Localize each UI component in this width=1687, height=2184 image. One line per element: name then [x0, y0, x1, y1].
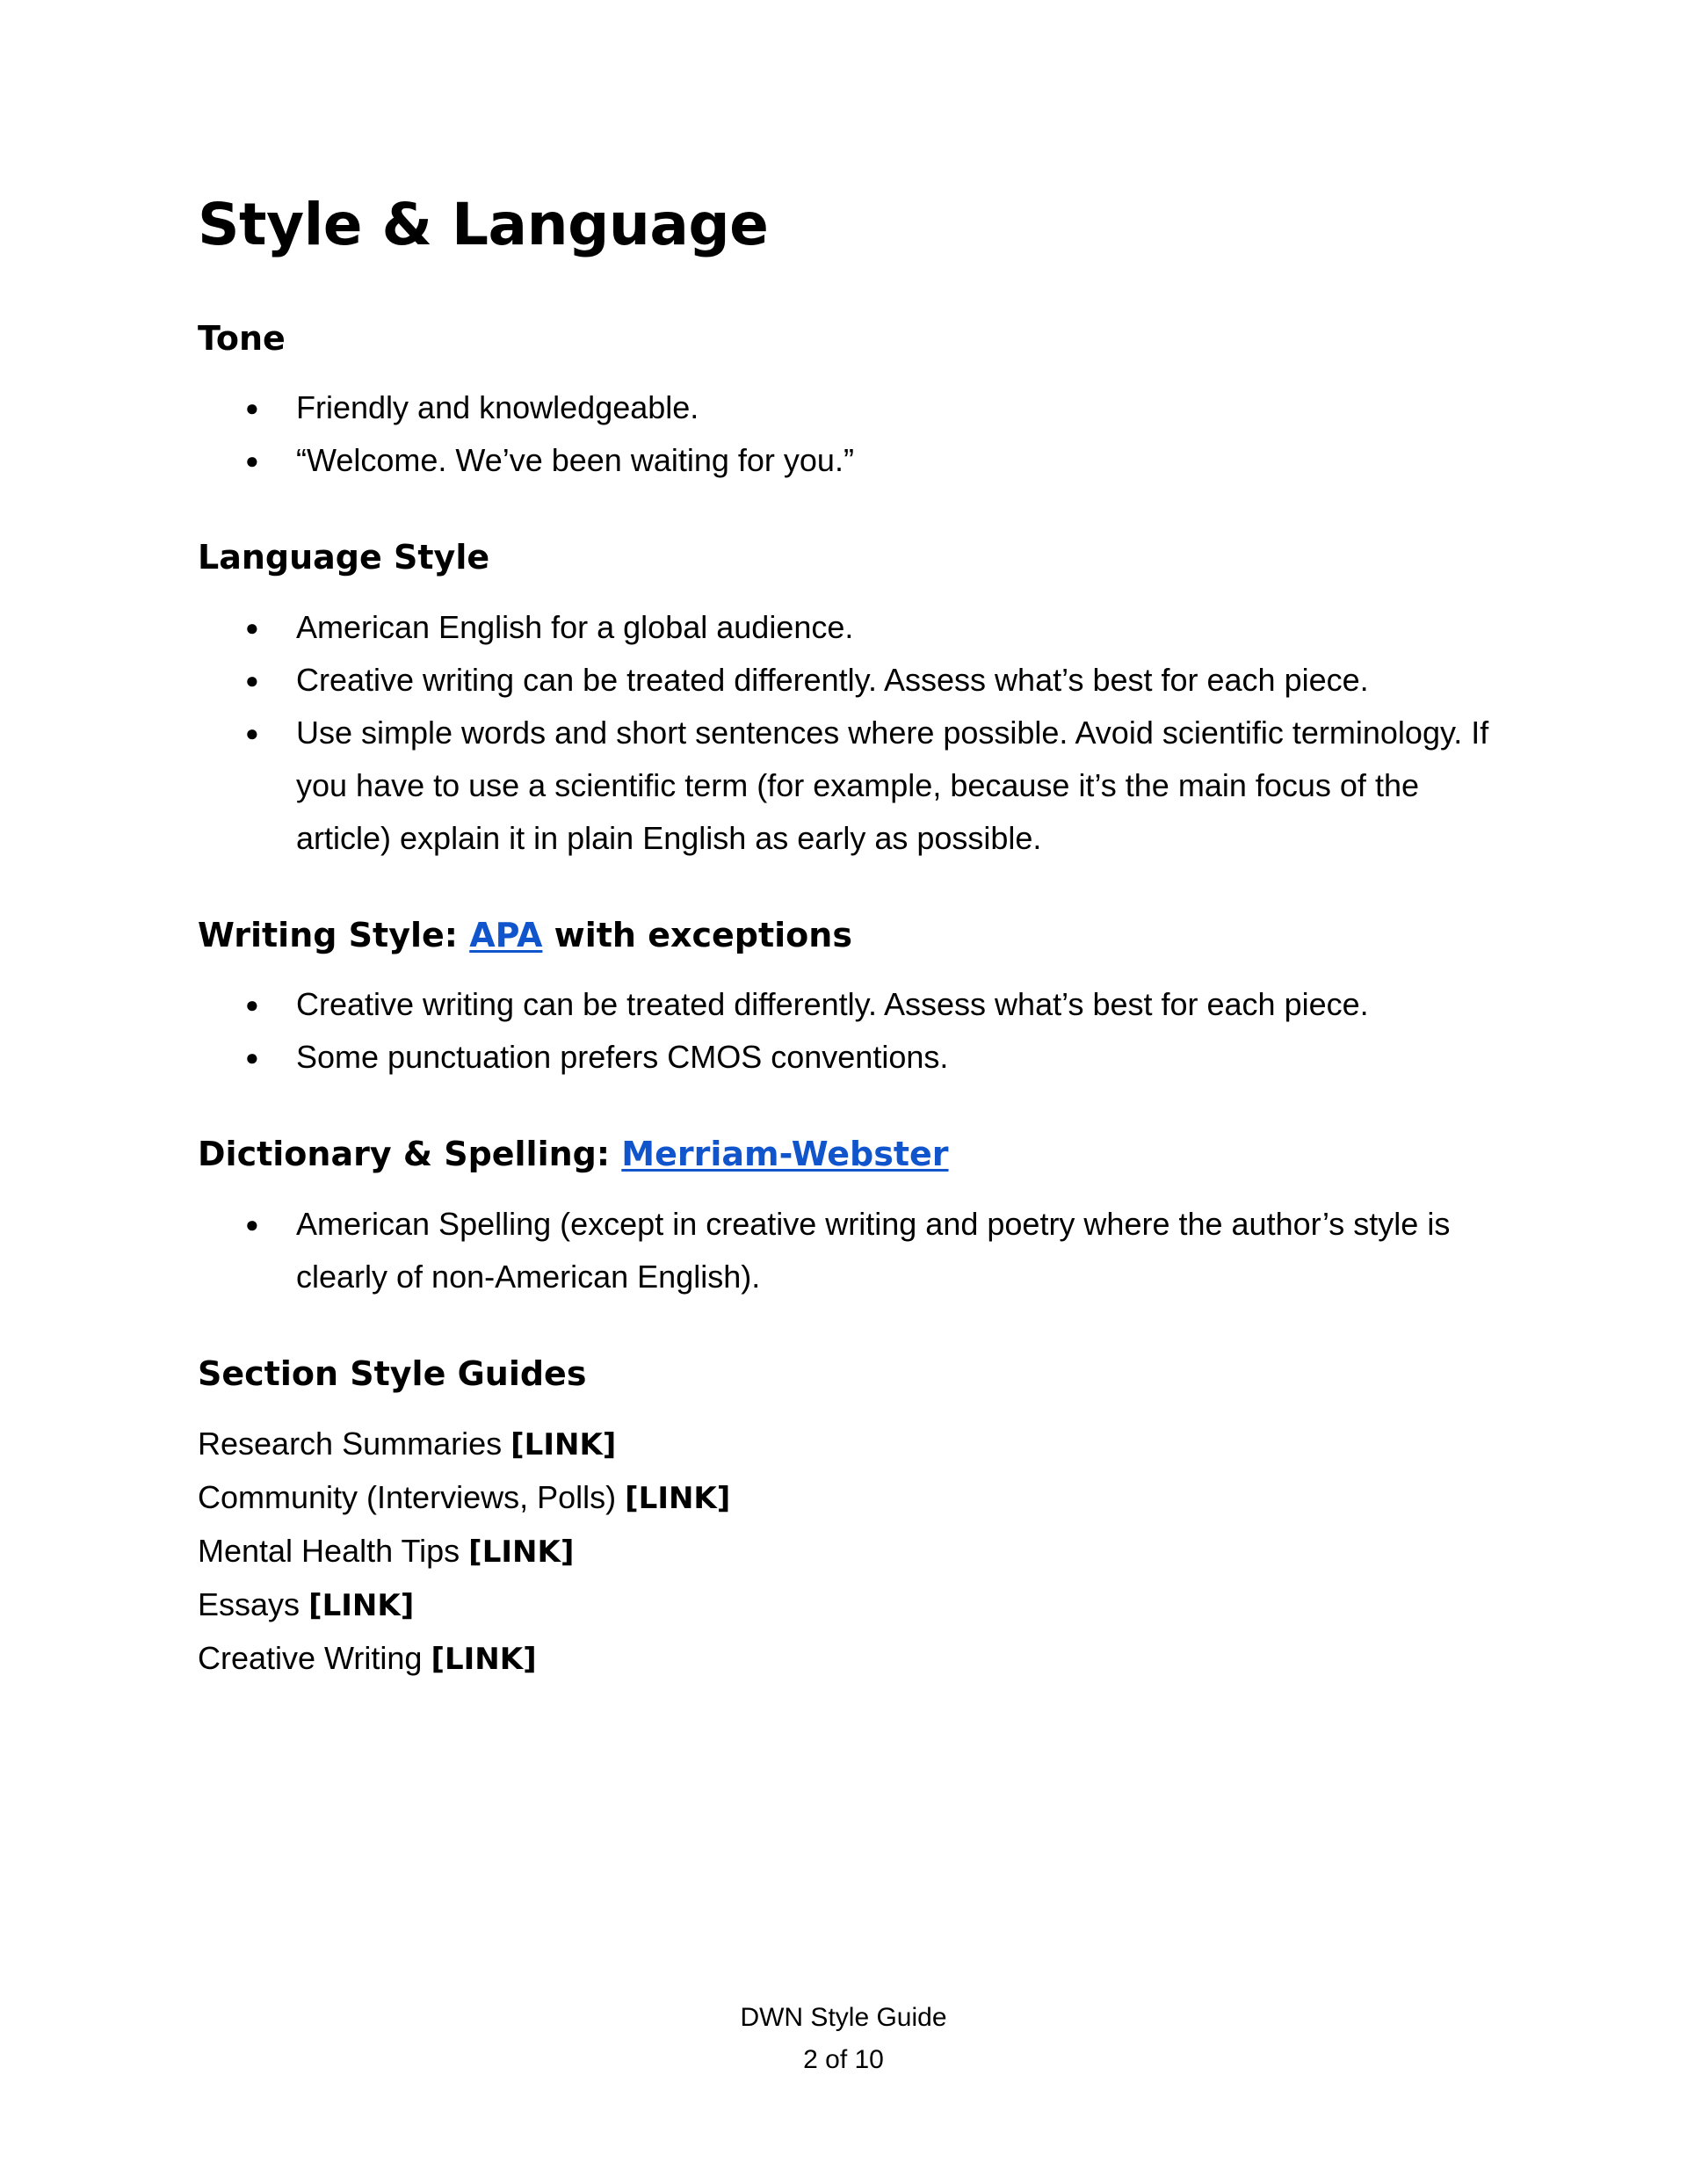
section-heading-text: Dictionary & Spelling: — [198, 1135, 622, 1174]
section-tone — [198, 319, 1498, 488]
list-item-text: Friendly and knowledgeable. — [296, 389, 699, 426]
bullet-list — [198, 1198, 1498, 1303]
bullet-list — [198, 381, 1498, 487]
list-item-text: Use simple words and short sentences where possible. Avoid scientific terminology. If you have to use a scientific term (for example, because it’s the main focus of the article) explain it in plain English as early as possible. — [296, 714, 1489, 856]
guide-link[interactable]: [LINK] — [625, 1480, 731, 1516]
bullet-icon: ● — [245, 991, 259, 1019]
section-heading-text: Tone — [198, 318, 286, 358]
apa-link[interactable]: APA — [469, 915, 543, 954]
bullet-list — [198, 601, 1498, 865]
list-item — [245, 381, 1498, 434]
guide-community — [198, 1471, 1498, 1525]
bullet-list — [198, 978, 1498, 1084]
list-item-text: Some punctuation prefers CMOS conventions. — [296, 1039, 949, 1076]
section-heading-dictionary-spelling — [198, 1135, 1498, 1175]
bullet-icon: ● — [245, 395, 259, 422]
section-language-style — [198, 538, 1498, 865]
list-item-text: Creative writing can be treated differently. Assess what’s best for each piece. — [296, 986, 1369, 1023]
guide-label: Community (Interviews, Polls) — [198, 1478, 617, 1515]
list-item — [245, 601, 1498, 654]
list-item-text: American English for a global audience. — [296, 608, 854, 645]
guide-label: Creative Writing — [198, 1639, 423, 1676]
merriam-webster-link[interactable]: Merriam-Webster — [621, 1135, 949, 1174]
guide-link[interactable]: [LINK] — [431, 1641, 537, 1677]
page-title: Style & Language — [198, 191, 769, 258]
document-page — [198, 193, 1498, 1737]
page-footer — [0, 1997, 1687, 2081]
guide-label: Research Summaries — [198, 1425, 503, 1462]
section-heading-text: Language Style — [198, 538, 490, 577]
bullet-icon: ● — [245, 613, 259, 641]
guide-research-summaries — [198, 1418, 1498, 1471]
section-style-guides — [198, 1354, 1498, 1686]
list-item-text: “Welcome. We’ve been waiting for you.” — [296, 442, 854, 479]
list-item — [245, 434, 1498, 487]
section-heading-language-style — [198, 538, 1498, 578]
list-item-text: American Spelling (except in creative writing and poetry where the author’s style is clearly of non-American English). — [296, 1205, 1451, 1295]
section-heading-suffix: with exceptions — [542, 915, 852, 954]
section-dictionary-spelling — [198, 1135, 1498, 1303]
list-item-text: Creative writing can be treated differently. Assess what’s best for each piece. — [296, 661, 1369, 698]
guide-label: Essays — [198, 1585, 300, 1622]
list-item — [245, 1031, 1498, 1084]
guide-label: Mental Health Tips — [198, 1532, 460, 1569]
list-item — [245, 707, 1498, 865]
section-heading-text: Writing Style: — [198, 915, 470, 954]
section-heading-writing-style — [198, 916, 1498, 956]
guide-creative-writing — [198, 1632, 1498, 1686]
guide-link[interactable]: [LINK] — [510, 1426, 617, 1462]
section-heading-style-guides — [198, 1354, 1498, 1395]
bullet-icon: ● — [245, 447, 259, 475]
guide-link[interactable]: [LINK] — [468, 1534, 575, 1570]
footer-doc-name: DWN Style Guide — [740, 2003, 947, 2032]
guide-essays — [198, 1578, 1498, 1632]
bullet-icon: ● — [245, 719, 259, 746]
footer-page-number: 2 of 10 — [803, 2045, 884, 2074]
bullet-icon: ● — [245, 1044, 259, 1071]
guide-link[interactable]: [LINK] — [308, 1587, 415, 1623]
guide-mental-health-tips — [198, 1525, 1498, 1578]
section-heading-text: Section Style Guides — [198, 1353, 587, 1393]
list-item — [245, 978, 1498, 1031]
list-item — [245, 1198, 1498, 1303]
list-item — [245, 654, 1498, 707]
section-writing-style — [198, 916, 1498, 1085]
section-heading-tone — [198, 319, 1498, 359]
bullet-icon: ● — [245, 666, 259, 693]
bullet-icon: ● — [245, 1210, 259, 1237]
